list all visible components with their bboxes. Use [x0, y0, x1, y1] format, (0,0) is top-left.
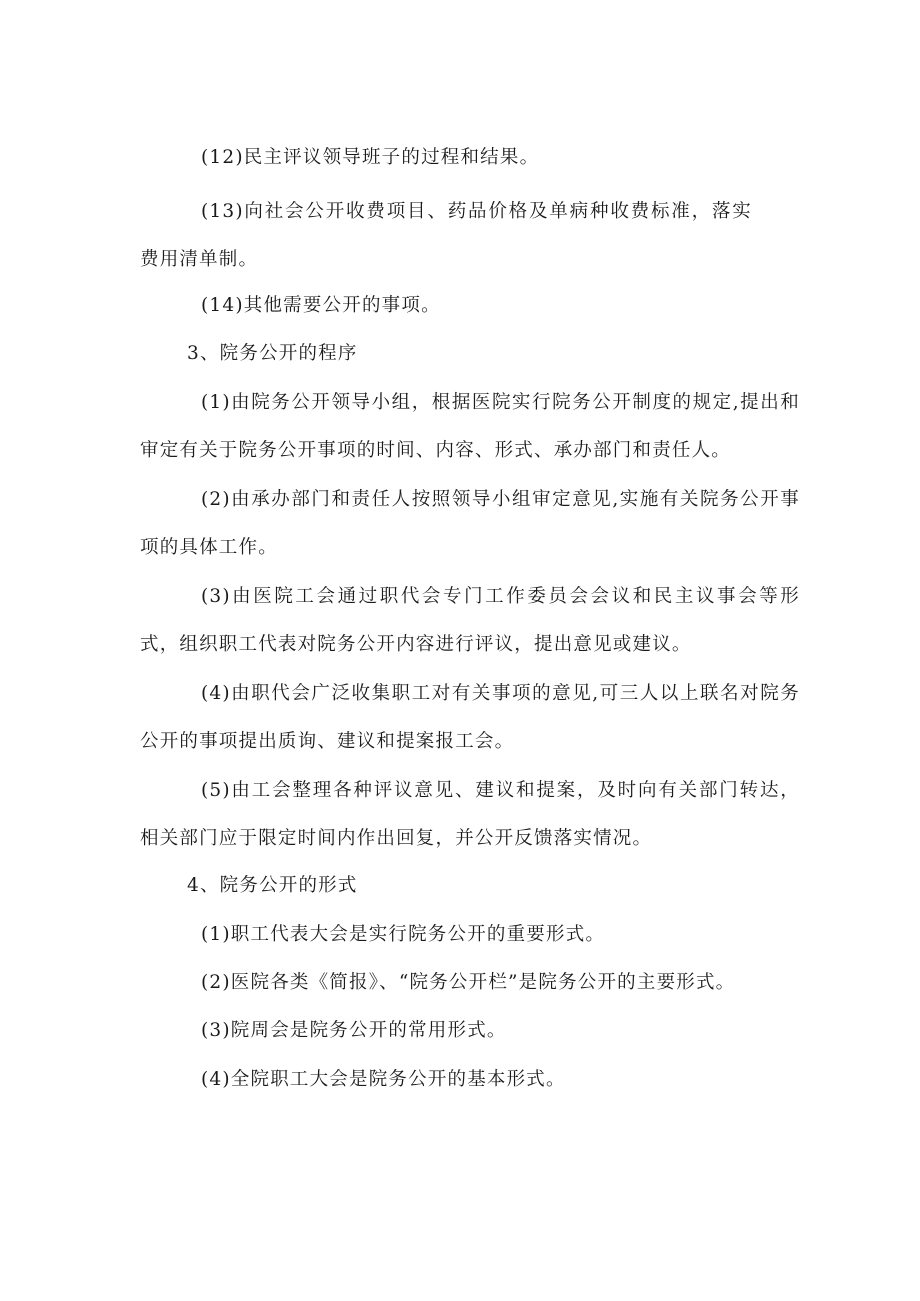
paragraph-forms-1: (1)职工代表大会是实行院务公开的重要形式。 — [201, 924, 606, 945]
paragraph-forms-3: (3)院周会是院务公开的常用形式。 — [201, 1020, 507, 1041]
paragraph-procedure-2: (2)由承办部门和责任人按照领导小组审定意见,实施有关院务公开事项的具体工作。 — [140, 489, 800, 558]
paragraph-item-13: (13)向社会公开收费项目、药品价格及单病种收费标准，落实费用清单制。 — [140, 201, 752, 270]
section-heading-forms: 4、院务公开的形式 — [187, 875, 358, 896]
paragraph-item-14: (14)其他需要公开的事项。 — [201, 295, 441, 316]
paragraph-item-12: (12)民主评议领导班子的过程和结果。 — [201, 147, 540, 168]
paragraph-procedure-3: (3)由医院工会通过职代会专门工作委员会会议和民主议事会等形式，组织职工代表对院务公开内容进行评议，提出意见或建议。 — [140, 586, 800, 655]
paragraph-procedure-1: (1)由院务公开领导小组，根据医院实行院务公开制度的规定,提出和审定有关于院务公开事项的时间、内容、形式、承办部门和责任人。 — [140, 392, 800, 461]
paragraph-procedure-4: (4)由职代会广泛收集职工对有关事项的意见,可三人以上联名对院务公开的事项提出质询、建议和提案报工会。 — [140, 683, 800, 752]
paragraph-procedure-5: (5)由工会整理各种评议意见、建议和提案，及时向有关部门转达，相关部门应于限定时间内作出回复，并公开反馈落实情况。 — [140, 780, 800, 849]
section-heading-procedure: 3、院务公开的程序 — [187, 343, 358, 364]
paragraph-forms-2: (2)医院各类《简报》、“院务公开栏”是院务公开的主要形式。 — [201, 972, 736, 993]
paragraph-forms-4: (4)全院职工大会是院务公开的基本形式。 — [201, 1069, 566, 1090]
